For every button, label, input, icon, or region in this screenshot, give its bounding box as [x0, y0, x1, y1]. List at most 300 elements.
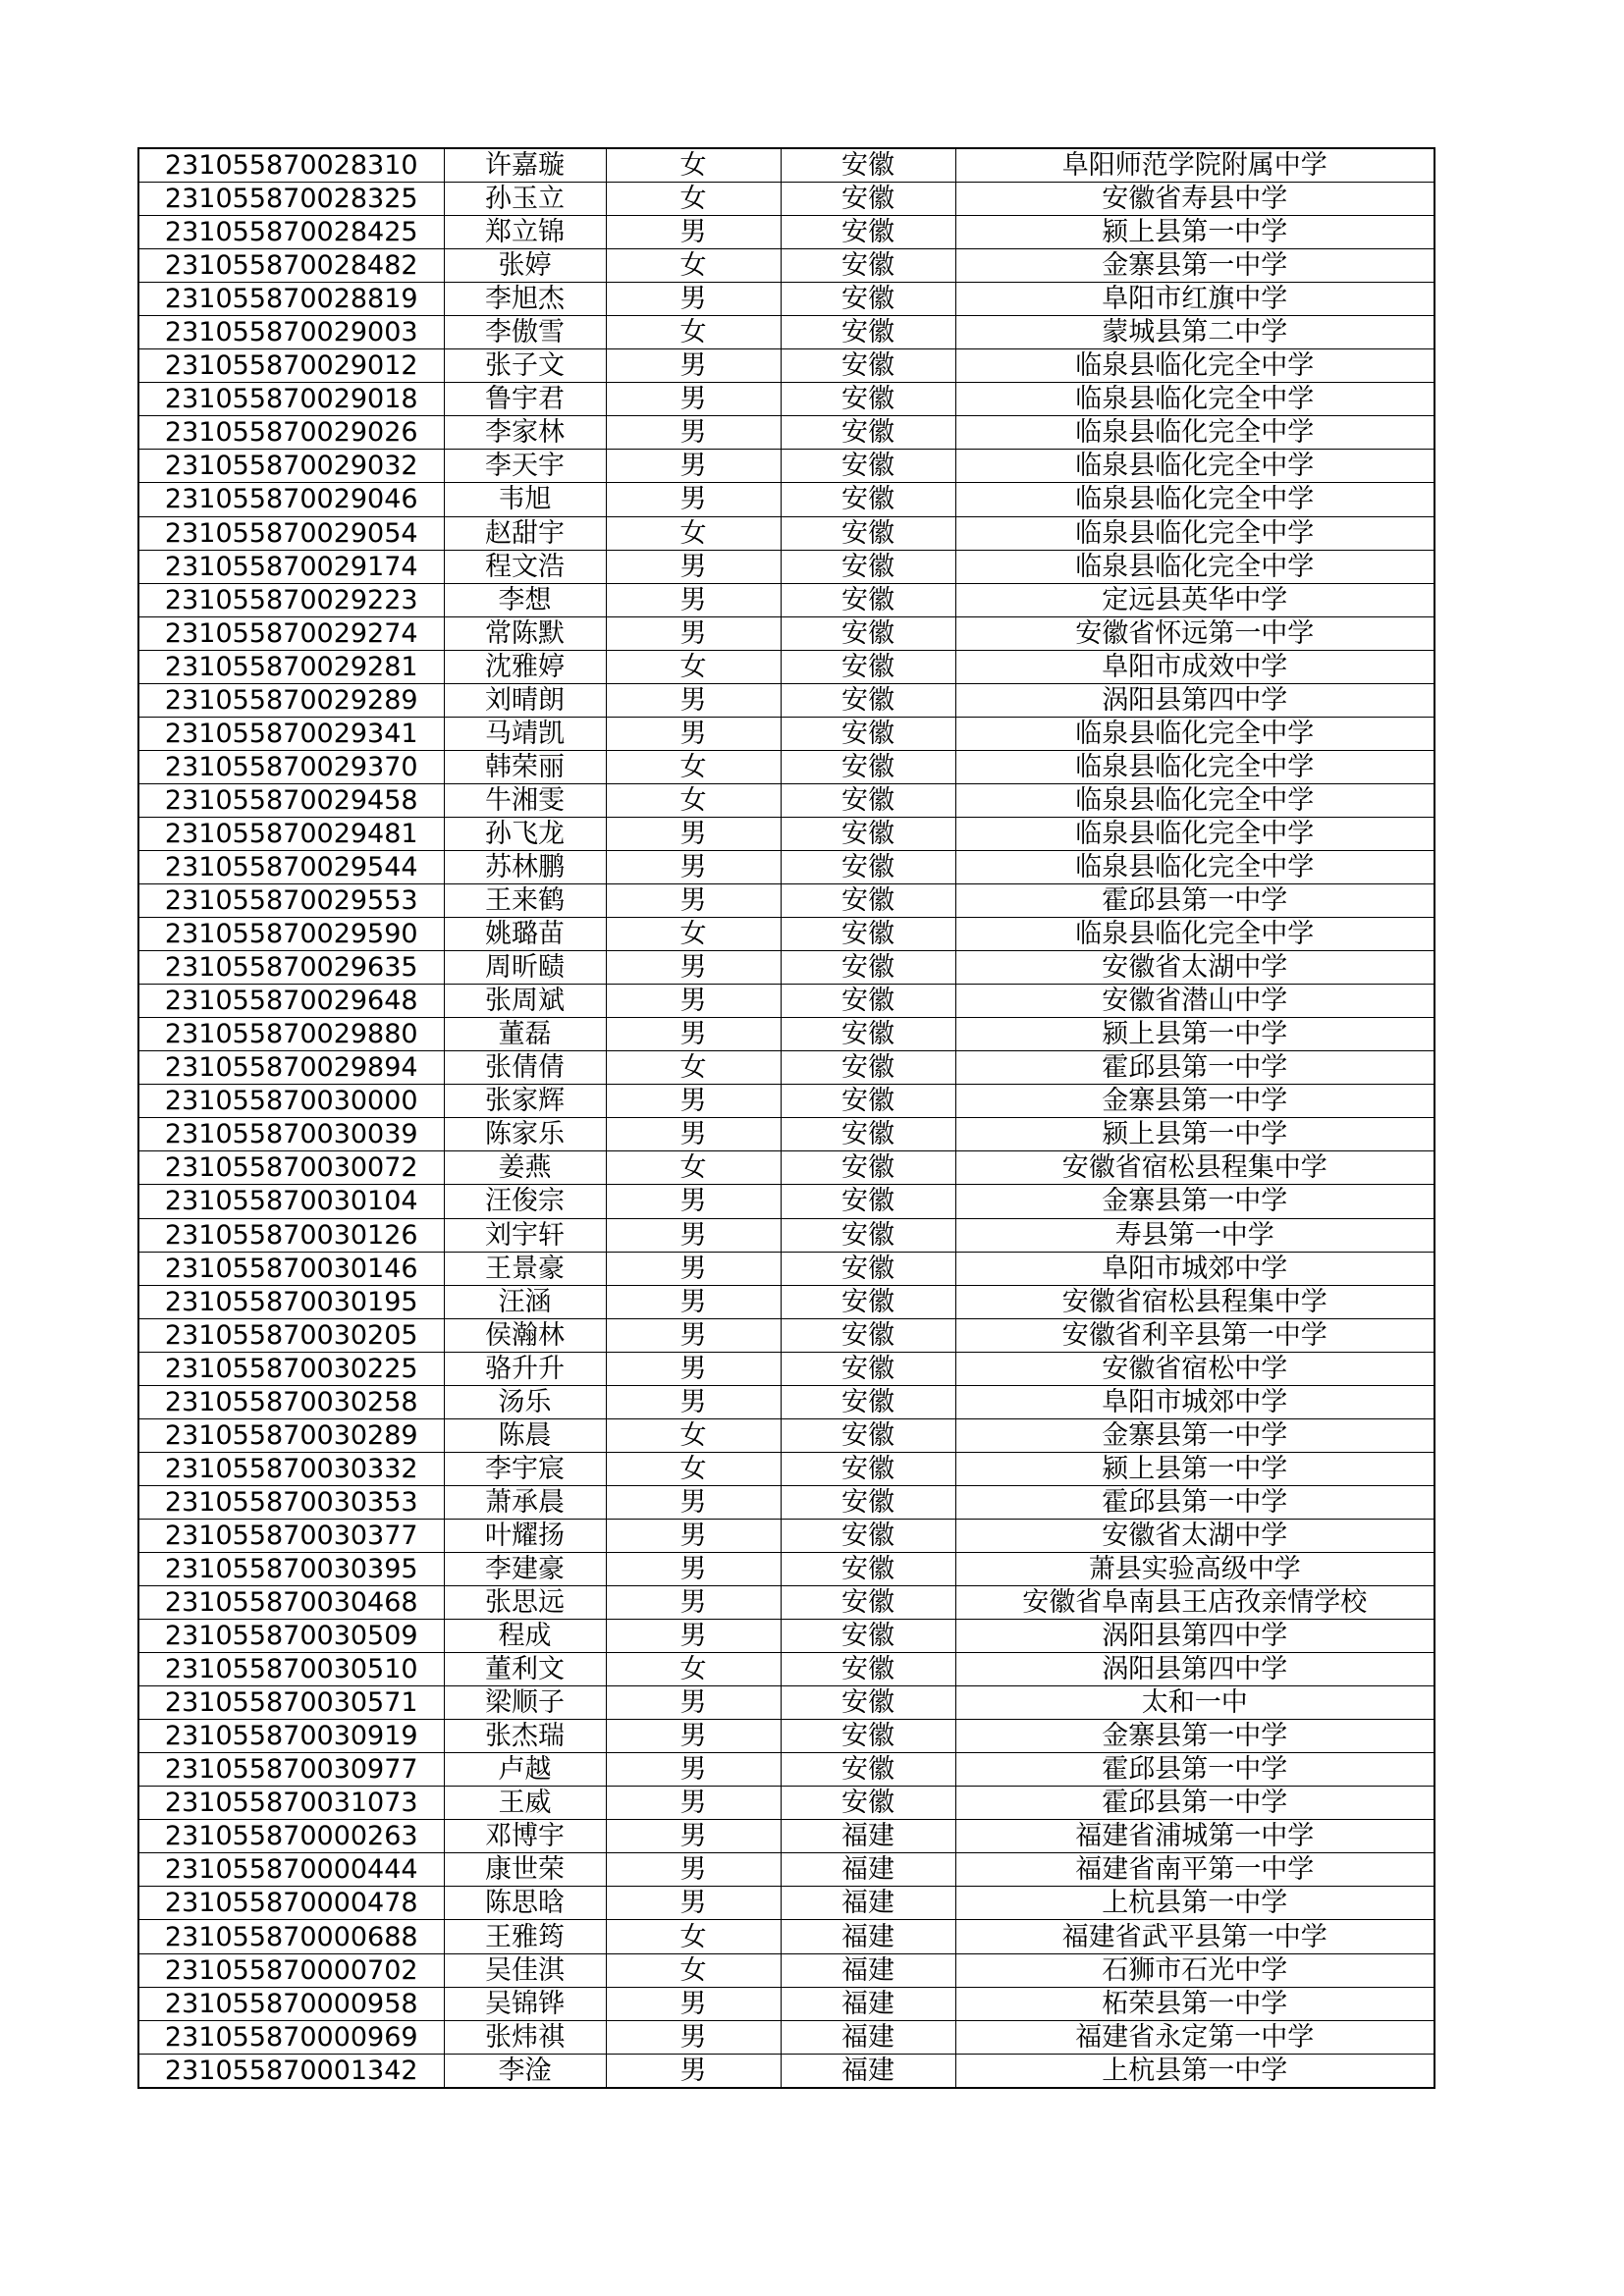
table-row: [138, 550, 1435, 583]
school-cell: 临泉县临化完全中学: [955, 483, 1435, 516]
school-cell: 临泉县临化完全中学: [955, 783, 1435, 817]
province-cell: 安徽: [781, 884, 955, 918]
table-row: [138, 1987, 1435, 2020]
school-cell: 安徽省寿县中学: [955, 183, 1435, 216]
province-cell: 安徽: [781, 183, 955, 216]
student-name-cell: 郑立锦: [444, 216, 606, 249]
gender-cell: 男: [606, 1820, 781, 1853]
province-cell: 安徽: [781, 1252, 955, 1285]
table-row: [138, 583, 1435, 616]
school-cell: 安徽省宿松县程集中学: [955, 1151, 1435, 1185]
student-name-cell: 陈晨: [444, 1418, 606, 1452]
candidate-id-cell: 231055870029281: [138, 650, 444, 683]
province-cell: 安徽: [781, 148, 955, 183]
gender-cell: 男: [606, 1887, 781, 1920]
gender-cell: 男: [606, 1720, 781, 1753]
school-cell: 寿县第一中学: [955, 1218, 1435, 1252]
candidate-id-cell: 231055870029054: [138, 516, 444, 550]
student-name-cell: 王雅筠: [444, 1920, 606, 1953]
student-name-cell: 吴锦铧: [444, 1987, 606, 2020]
student-name-cell: 康世荣: [444, 1853, 606, 1887]
gender-cell: 男: [606, 1285, 781, 1318]
candidate-id-cell: 231055870000688: [138, 1920, 444, 1953]
province-cell: 福建: [781, 1887, 955, 1920]
school-cell: 霍邱县第一中学: [955, 884, 1435, 918]
gender-cell: 男: [606, 483, 781, 516]
school-cell: 福建省浦城第一中学: [955, 1820, 1435, 1853]
province-cell: 安徽: [781, 550, 955, 583]
student-name-cell: 梁顺子: [444, 1686, 606, 1720]
student-name-cell: 张杰瑞: [444, 1720, 606, 1753]
gender-cell: 女: [606, 1653, 781, 1686]
candidate-id-cell: 231055870029274: [138, 616, 444, 650]
gender-cell: 男: [606, 884, 781, 918]
gender-cell: 男: [606, 1085, 781, 1118]
gender-cell: 男: [606, 450, 781, 483]
table-row: [138, 1385, 1435, 1418]
candidate-id-cell: 231055870029012: [138, 349, 444, 383]
candidate-id-cell: 231055870001342: [138, 2054, 444, 2088]
school-cell: 上杭县第一中学: [955, 1887, 1435, 1920]
province-cell: 安徽: [781, 516, 955, 550]
province-cell: 安徽: [781, 216, 955, 249]
school-cell: 定远县英华中学: [955, 583, 1435, 616]
school-cell: 临泉县临化完全中学: [955, 717, 1435, 750]
province-cell: 安徽: [781, 416, 955, 450]
school-cell: 临泉县临化完全中学: [955, 516, 1435, 550]
school-cell: 金寨县第一中学: [955, 1720, 1435, 1753]
school-cell: 安徽省潜山中学: [955, 985, 1435, 1018]
school-cell: 安徽省宿松县程集中学: [955, 1285, 1435, 1318]
gender-cell: 男: [606, 1352, 781, 1385]
province-cell: 福建: [781, 1853, 955, 1887]
table-row: [138, 1352, 1435, 1385]
candidate-id-cell: 231055870030000: [138, 1085, 444, 1118]
student-name-cell: 姜燕: [444, 1151, 606, 1185]
student-name-cell: 侯瀚林: [444, 1318, 606, 1352]
student-name-cell: 李傲雪: [444, 316, 606, 349]
candidate-id-cell: 231055870028482: [138, 249, 444, 283]
school-cell: 安徽省怀远第一中学: [955, 616, 1435, 650]
candidate-id-cell: 231055870030919: [138, 1720, 444, 1753]
school-cell: 安徽省阜南县王店孜亲情学校: [955, 1586, 1435, 1620]
school-cell: 金寨县第一中学: [955, 1085, 1435, 1118]
province-cell: 安徽: [781, 951, 955, 985]
student-name-cell: 陈家乐: [444, 1118, 606, 1151]
school-cell: 阜阳市成效中学: [955, 650, 1435, 683]
student-name-cell: 常陈默: [444, 616, 606, 650]
province-cell: 安徽: [781, 1586, 955, 1620]
student-name-cell: 程文浩: [444, 550, 606, 583]
province-cell: 安徽: [781, 1018, 955, 1051]
student-name-cell: 鲁宇君: [444, 383, 606, 416]
gender-cell: 男: [606, 2020, 781, 2054]
school-cell: 霍邱县第一中学: [955, 1753, 1435, 1787]
gender-cell: 女: [606, 316, 781, 349]
gender-cell: 女: [606, 783, 781, 817]
table-row: [138, 1085, 1435, 1118]
candidate-id-cell: 231055870030395: [138, 1552, 444, 1585]
candidate-id-cell: 231055870030510: [138, 1653, 444, 1686]
school-cell: 阜阳师范学院附属中学: [955, 148, 1435, 183]
school-cell: 安徽省太湖中学: [955, 951, 1435, 985]
gender-cell: 男: [606, 1586, 781, 1620]
province-cell: 安徽: [781, 249, 955, 283]
student-name-cell: 李宇宸: [444, 1452, 606, 1485]
student-name-cell: 苏林鹏: [444, 850, 606, 883]
gender-cell: 男: [606, 283, 781, 316]
candidate-id-cell: 231055870029370: [138, 750, 444, 783]
student-name-cell: 沈雅婷: [444, 650, 606, 683]
province-cell: 福建: [781, 1920, 955, 1953]
student-name-cell: 吴佳淇: [444, 1953, 606, 1987]
province-cell: 安徽: [781, 1418, 955, 1452]
school-cell: 安徽省宿松中学: [955, 1352, 1435, 1385]
province-cell: 安徽: [781, 583, 955, 616]
province-cell: 安徽: [781, 1151, 955, 1185]
candidate-id-cell: 231055870029018: [138, 383, 444, 416]
gender-cell: 男: [606, 616, 781, 650]
student-name-cell: 汪涵: [444, 1285, 606, 1318]
table-row: [138, 884, 1435, 918]
school-cell: 福建省永定第一中学: [955, 2020, 1435, 2054]
school-cell: 石狮市石光中学: [955, 1953, 1435, 1987]
admission-list-body: [138, 148, 1435, 2088]
table-row: [138, 1887, 1435, 1920]
candidate-id-cell: 231055870030258: [138, 1385, 444, 1418]
school-cell: 阜阳市红旗中学: [955, 283, 1435, 316]
province-cell: 安徽: [781, 650, 955, 683]
student-name-cell: 程成: [444, 1620, 606, 1653]
gender-cell: 男: [606, 985, 781, 1018]
gender-cell: 男: [606, 349, 781, 383]
student-name-cell: 王景豪: [444, 1252, 606, 1285]
school-cell: 太和一中: [955, 1686, 1435, 1720]
table-row: [138, 1787, 1435, 1820]
gender-cell: 男: [606, 416, 781, 450]
school-cell: 金寨县第一中学: [955, 1185, 1435, 1218]
student-name-cell: 张炜祺: [444, 2020, 606, 2054]
student-name-cell: 姚璐苗: [444, 918, 606, 951]
student-name-cell: 邓博宇: [444, 1820, 606, 1853]
candidate-id-cell: 231055870029174: [138, 550, 444, 583]
candidate-id-cell: 231055870000702: [138, 1953, 444, 1987]
school-cell: 颍上县第一中学: [955, 1018, 1435, 1051]
student-name-cell: 韦旭: [444, 483, 606, 516]
table-row: [138, 750, 1435, 783]
student-name-cell: 李家林: [444, 416, 606, 450]
table-row: [138, 2054, 1435, 2088]
table-row: [138, 1920, 1435, 1953]
gender-cell: 男: [606, 1987, 781, 2020]
student-name-cell: 刘宇轩: [444, 1218, 606, 1252]
candidate-id-cell: 231055870029046: [138, 483, 444, 516]
gender-cell: 女: [606, 918, 781, 951]
gender-cell: 男: [606, 1853, 781, 1887]
table-row: [138, 516, 1435, 550]
school-cell: 涡阳县第四中学: [955, 683, 1435, 717]
table-row: [138, 850, 1435, 883]
school-cell: 福建省南平第一中学: [955, 1853, 1435, 1887]
gender-cell: 男: [606, 1118, 781, 1151]
gender-cell: 女: [606, 1920, 781, 1953]
school-cell: 临泉县临化完全中学: [955, 450, 1435, 483]
gender-cell: 男: [606, 583, 781, 616]
province-cell: 安徽: [781, 450, 955, 483]
school-cell: 涡阳县第四中学: [955, 1653, 1435, 1686]
table-row: [138, 2020, 1435, 2054]
province-cell: 安徽: [781, 1653, 955, 1686]
school-cell: 临泉县临化完全中学: [955, 817, 1435, 850]
gender-cell: 男: [606, 817, 781, 850]
province-cell: 安徽: [781, 616, 955, 650]
province-cell: 安徽: [781, 817, 955, 850]
candidate-id-cell: 231055870028325: [138, 183, 444, 216]
province-cell: 福建: [781, 2054, 955, 2088]
student-name-cell: 李天宇: [444, 450, 606, 483]
candidate-id-cell: 231055870030377: [138, 1519, 444, 1552]
candidate-id-cell: 231055870030146: [138, 1252, 444, 1285]
student-name-cell: 许嘉璇: [444, 148, 606, 183]
candidate-id-cell: 231055870030195: [138, 1285, 444, 1318]
table-row: [138, 283, 1435, 316]
table-row: [138, 450, 1435, 483]
table-row: [138, 1620, 1435, 1653]
table-row: [138, 918, 1435, 951]
candidate-id-cell: 231055870030126: [138, 1218, 444, 1252]
candidate-id-cell: 231055870030104: [138, 1185, 444, 1218]
student-name-cell: 萧承晨: [444, 1485, 606, 1519]
candidate-id-cell: 231055870029458: [138, 783, 444, 817]
table-row: [138, 817, 1435, 850]
table-row: [138, 1252, 1435, 1285]
province-cell: 安徽: [781, 1185, 955, 1218]
table-row: [138, 985, 1435, 1018]
candidate-id-cell: 231055870029590: [138, 918, 444, 951]
province-cell: 安徽: [781, 1485, 955, 1519]
gender-cell: 男: [606, 1385, 781, 1418]
province-cell: 安徽: [781, 1787, 955, 1820]
gender-cell: 男: [606, 1519, 781, 1552]
province-cell: 安徽: [781, 1318, 955, 1352]
school-cell: 临泉县临化完全中学: [955, 550, 1435, 583]
candidate-id-cell: 231055870030332: [138, 1452, 444, 1485]
province-cell: 安徽: [781, 1452, 955, 1485]
student-name-cell: 李淦: [444, 2054, 606, 2088]
province-cell: 安徽: [781, 383, 955, 416]
province-cell: 安徽: [781, 683, 955, 717]
table-row: [138, 1118, 1435, 1151]
candidate-id-cell: 231055870029032: [138, 450, 444, 483]
student-name-cell: 叶耀扬: [444, 1519, 606, 1552]
student-name-cell: 王来鹤: [444, 884, 606, 918]
candidate-id-cell: 231055870028819: [138, 283, 444, 316]
candidate-id-cell: 231055870031073: [138, 1787, 444, 1820]
candidate-id-cell: 231055870029635: [138, 951, 444, 985]
gender-cell: 男: [606, 1218, 781, 1252]
candidate-id-cell: 231055870028310: [138, 148, 444, 183]
gender-cell: 男: [606, 683, 781, 717]
candidate-id-cell: 231055870029481: [138, 817, 444, 850]
table-row: [138, 1720, 1435, 1753]
gender-cell: 女: [606, 750, 781, 783]
student-name-cell: 周昕赜: [444, 951, 606, 985]
student-name-cell: 马靖凯: [444, 717, 606, 750]
student-name-cell: 卢越: [444, 1753, 606, 1787]
candidate-id-cell: 231055870029894: [138, 1051, 444, 1085]
student-name-cell: 孙玉立: [444, 183, 606, 216]
table-row: [138, 1318, 1435, 1352]
province-cell: 安徽: [781, 1385, 955, 1418]
province-cell: 安徽: [781, 985, 955, 1018]
table-row: [138, 650, 1435, 683]
gender-cell: 女: [606, 1953, 781, 1987]
gender-cell: 男: [606, 1185, 781, 1218]
school-cell: 霍邱县第一中学: [955, 1051, 1435, 1085]
gender-cell: 男: [606, 1753, 781, 1787]
student-name-cell: 张家辉: [444, 1085, 606, 1118]
table-row: [138, 1686, 1435, 1720]
province-cell: 安徽: [781, 717, 955, 750]
province-cell: 安徽: [781, 1352, 955, 1385]
province-cell: 安徽: [781, 1051, 955, 1085]
school-cell: 霍邱县第一中学: [955, 1485, 1435, 1519]
student-name-cell: 张周斌: [444, 985, 606, 1018]
province-cell: 安徽: [781, 483, 955, 516]
table-row: [138, 1285, 1435, 1318]
gender-cell: 男: [606, 717, 781, 750]
table-row: [138, 483, 1435, 516]
gender-cell: 女: [606, 1151, 781, 1185]
table-row: [138, 951, 1435, 985]
gender-cell: 女: [606, 1418, 781, 1452]
province-cell: 福建: [781, 1987, 955, 2020]
table-row: [138, 1853, 1435, 1887]
candidate-id-cell: 231055870030039: [138, 1118, 444, 1151]
table-row: [138, 1051, 1435, 1085]
province-cell: 福建: [781, 1820, 955, 1853]
province-cell: 安徽: [781, 1620, 955, 1653]
table-row: [138, 349, 1435, 383]
province-cell: 安徽: [781, 283, 955, 316]
table-row: [138, 1653, 1435, 1686]
table-row: [138, 316, 1435, 349]
candidate-id-cell: 231055870030225: [138, 1352, 444, 1385]
gender-cell: 女: [606, 650, 781, 683]
gender-cell: 女: [606, 148, 781, 183]
table-row: [138, 1820, 1435, 1853]
province-cell: 安徽: [781, 850, 955, 883]
table-row: [138, 1151, 1435, 1185]
table-row: [138, 1586, 1435, 1620]
school-cell: 阜阳市城郊中学: [955, 1252, 1435, 1285]
table-row: [138, 1018, 1435, 1051]
table-row: [138, 148, 1435, 183]
school-cell: 霍邱县第一中学: [955, 1787, 1435, 1820]
table-row: [138, 1452, 1435, 1485]
province-cell: 福建: [781, 2020, 955, 2054]
candidate-id-cell: 231055870000958: [138, 1987, 444, 2020]
candidate-id-cell: 231055870000444: [138, 1853, 444, 1887]
province-cell: 安徽: [781, 1285, 955, 1318]
table-row: [138, 717, 1435, 750]
province-cell: 安徽: [781, 918, 955, 951]
candidate-id-cell: 231055870030289: [138, 1418, 444, 1452]
student-name-cell: 张思远: [444, 1586, 606, 1620]
school-cell: 临泉县临化完全中学: [955, 349, 1435, 383]
province-cell: 安徽: [781, 1085, 955, 1118]
candidate-id-cell: 231055870030977: [138, 1753, 444, 1787]
candidate-id-cell: 231055870029553: [138, 884, 444, 918]
school-cell: 柘荣县第一中学: [955, 1987, 1435, 2020]
gender-cell: 女: [606, 1452, 781, 1485]
table-row: [138, 616, 1435, 650]
student-name-cell: 陈思晗: [444, 1887, 606, 1920]
school-cell: 金寨县第一中学: [955, 249, 1435, 283]
table-row: [138, 1953, 1435, 1987]
school-cell: 金寨县第一中学: [955, 1418, 1435, 1452]
gender-cell: 女: [606, 1051, 781, 1085]
table-row: [138, 1753, 1435, 1787]
candidate-id-cell: 231055870030509: [138, 1620, 444, 1653]
school-cell: 临泉县临化完全中学: [955, 918, 1435, 951]
school-cell: 颍上县第一中学: [955, 216, 1435, 249]
school-cell: 临泉县临化完全中学: [955, 750, 1435, 783]
table-row: [138, 1218, 1435, 1252]
table-row: [138, 1418, 1435, 1452]
school-cell: 安徽省太湖中学: [955, 1519, 1435, 1552]
school-cell: 蒙城县第二中学: [955, 316, 1435, 349]
province-cell: 安徽: [781, 349, 955, 383]
school-cell: 上杭县第一中学: [955, 2054, 1435, 2088]
gender-cell: 男: [606, 2054, 781, 2088]
candidate-id-cell: 231055870029003: [138, 316, 444, 349]
candidate-id-cell: 231055870030571: [138, 1686, 444, 1720]
school-cell: 临泉县临化完全中学: [955, 416, 1435, 450]
gender-cell: 男: [606, 1620, 781, 1653]
table-row: [138, 183, 1435, 216]
student-name-cell: 董磊: [444, 1018, 606, 1051]
school-cell: 萧县实验高级中学: [955, 1552, 1435, 1585]
table-row: [138, 216, 1435, 249]
student-name-cell: 王威: [444, 1787, 606, 1820]
student-name-cell: 韩荣丽: [444, 750, 606, 783]
student-name-cell: 李想: [444, 583, 606, 616]
province-cell: 安徽: [781, 1686, 955, 1720]
gender-cell: 女: [606, 516, 781, 550]
student-name-cell: 汪俊宗: [444, 1185, 606, 1218]
school-cell: 涡阳县第四中学: [955, 1620, 1435, 1653]
school-cell: 阜阳市城郊中学: [955, 1385, 1435, 1418]
candidate-id-cell: 231055870000969: [138, 2020, 444, 2054]
province-cell: 安徽: [781, 1753, 955, 1787]
gender-cell: 男: [606, 1252, 781, 1285]
gender-cell: 男: [606, 850, 781, 883]
table-row: [138, 1519, 1435, 1552]
table-row: [138, 249, 1435, 283]
candidate-id-cell: 231055870030072: [138, 1151, 444, 1185]
student-name-cell: 董利文: [444, 1653, 606, 1686]
candidate-id-cell: 231055870029026: [138, 416, 444, 450]
province-cell: 安徽: [781, 1218, 955, 1252]
table-row: [138, 1552, 1435, 1585]
gender-cell: 男: [606, 1686, 781, 1720]
student-name-cell: 孙飞龙: [444, 817, 606, 850]
candidate-id-cell: 231055870029880: [138, 1018, 444, 1051]
candidate-id-cell: 231055870000263: [138, 1820, 444, 1853]
gender-cell: 男: [606, 550, 781, 583]
province-cell: 安徽: [781, 750, 955, 783]
